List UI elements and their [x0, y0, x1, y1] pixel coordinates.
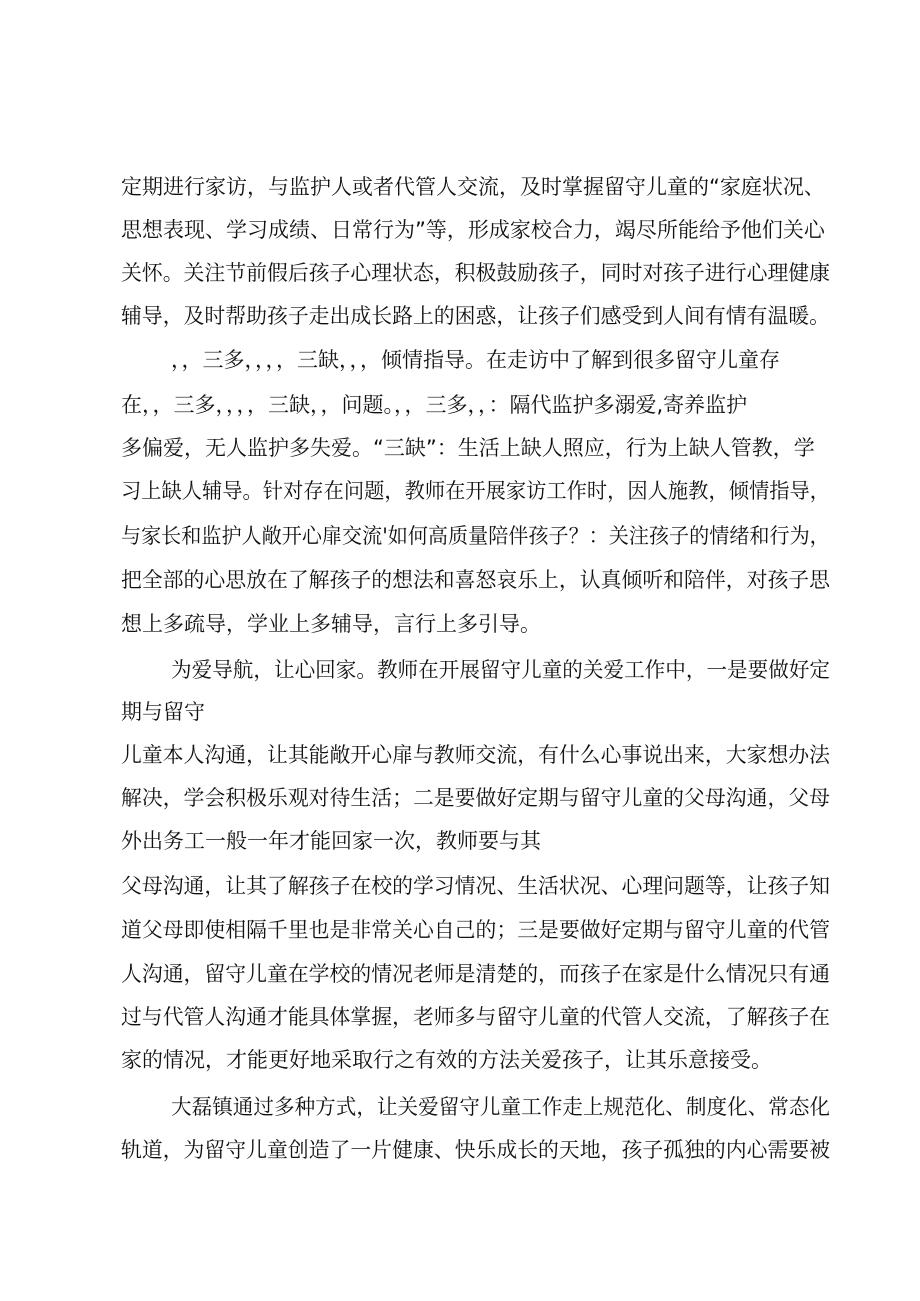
text-line: 大磊镇通过多种方式，让关爱留守儿童工作走上规范化、制度化、常态化 — [171, 1095, 831, 1119]
text-line: 定期进行家访，与监护人或者代管人交流，及时掌握留守儿童的“家庭状况、 — [121, 175, 825, 199]
text-line: 关怀。关注节前假后孩子心理状态，积极鼓励孩子，同时对孩子进行心理健康 — [121, 261, 831, 285]
text-line: ，，三多，，，，三缺，，，倾情指导。在走访中了解到很多留守儿童存 — [171, 348, 780, 372]
text-line: 期与留守 — [121, 700, 205, 724]
text-line: 把全部的心思放在了解孩子的想法和喜怒哀乐上，认真倾听和陪伴，对孩子思 — [121, 568, 831, 592]
text-line: 为爱导航，让心回家。教师在开展留守儿童的关爱工作中，一是要做好定 — [171, 658, 831, 682]
text-line: 父母沟通，让其了解孩子在校的学习情况、生活状况、心理问题等，让孩子知 — [121, 874, 831, 898]
text-line: 轨道，为留守儿童创造了一片健康、快乐成长的天地，孩子孤独的内心需要被 — [121, 1138, 831, 1162]
text-line: 道父母即使相隔千里也是非常关心自己的；三是要做好定期与留守儿童的代管 — [121, 918, 831, 942]
text-line: 家的情况，才能更好地采取行之有效的方法关爱孩子，让其乐意接受。 — [121, 1048, 772, 1072]
text-line: 与家长和监护人敞开心扉交流'如何高质量陪伴孩子？：关注孩子的情绪和行为， — [121, 524, 830, 548]
text-line: 想上多疏导，学业上多辅导，言行上多引导。 — [121, 612, 541, 636]
text-line: 多偏爱，无人监护多失爱。“三缺”：生活上缺人照应，行为上缺人管教，学 — [121, 436, 815, 460]
text-line: 儿童本人沟通，让其能敞开心扉与教师交流，有什么心事说出来，大家想办法 — [121, 743, 831, 767]
text-line: 思想表现、学习成绩、日常行为”等，形成家校合力，竭尽所能给予他们关心 — [121, 218, 825, 242]
text-line: 人沟通，留守儿童在学校的情况老师是清楚的，而孩子在家是什么情况只有通 — [121, 962, 831, 986]
text-line: 外出务工一般一年才能回家一次，教师要与其 — [121, 829, 541, 853]
text-line: 在，，三多，，，，三缺，，问题。，，三多，，：隔代监护多溺爱,寄养监护 — [121, 393, 748, 417]
text-line: 辅导，及时帮助孩子走出成长路上的困惑，让孩子们感受到人间有情有温暖。 — [121, 304, 831, 328]
text-line: 解决，学会积极乐观对待生活；二是要做好定期与留守儿童的父母沟通，父母 — [121, 786, 831, 810]
text-line: 过与代管人沟通才能具体掌握，老师多与留守儿童的代管人交流，了解孩子在 — [121, 1005, 831, 1029]
text-line: 习上缺人辅导。针对存在问题，教师在开展家访工作时，因人施教，倾情指导， — [121, 479, 830, 503]
